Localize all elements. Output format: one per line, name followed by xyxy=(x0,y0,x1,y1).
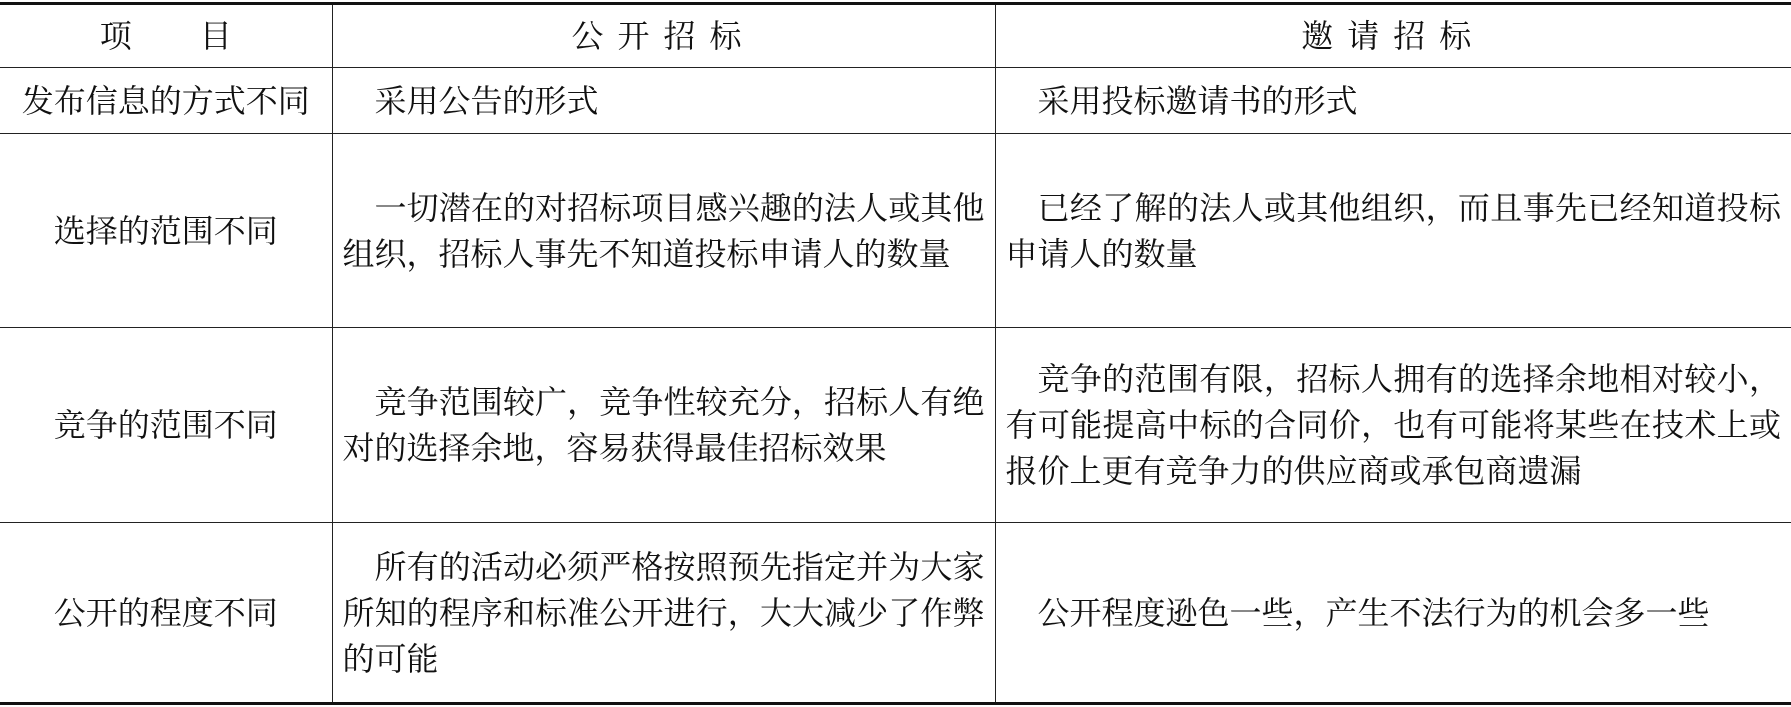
open-tender-cell: 竞争范围较广，竞争性较充分，招标人有绝对的选择余地，容易获得最佳招标效果 xyxy=(332,328,995,523)
table-header-row xyxy=(0,4,1791,68)
header-open-tender: 公开招标 xyxy=(332,4,995,68)
open-tender-cell: 一切潜在的对招标项目感兴趣的法人或其他组织，招标人事先不知道投标申请人的数量 xyxy=(332,134,995,328)
table-row xyxy=(0,523,1791,704)
row-label: 选择的范围不同 xyxy=(0,134,332,328)
invited-tender-cell: 采用投标邀请书的形式 xyxy=(995,68,1791,134)
comparison-table xyxy=(0,2,1791,705)
invited-tender-cell: 竞争的范围有限，招标人拥有的选择余地相对较小，有可能提高中标的合同价，也有可能将某些在技术上或报价上更有竞争力的供应商或承包商遗漏 xyxy=(995,328,1791,523)
header-item-char-2: 目 xyxy=(199,17,232,55)
open-tender-cell: 采用公告的形式 xyxy=(332,68,995,134)
invited-tender-cell: 公开程度逊色一些，产生不法行为的机会多一些 xyxy=(995,523,1791,704)
open-tender-cell: 所有的活动必须严格按照预先指定并为大家所知的程序和标准公开进行，大大减少了作弊的可能 xyxy=(332,523,995,704)
invited-tender-cell: 已经了解的法人或其他组织，而且事先已经知道投标申请人的数量 xyxy=(995,134,1791,328)
table-row xyxy=(0,68,1791,134)
header-item-char-1: 项 xyxy=(99,17,132,55)
row-label: 竞争的范围不同 xyxy=(0,328,332,523)
table-row xyxy=(0,134,1791,328)
row-label: 公开的程度不同 xyxy=(0,523,332,704)
header-invited-tender: 邀请招标 xyxy=(995,4,1791,68)
header-item xyxy=(0,4,332,68)
row-label: 发布信息的方式不同 xyxy=(0,68,332,134)
table-row xyxy=(0,328,1791,523)
